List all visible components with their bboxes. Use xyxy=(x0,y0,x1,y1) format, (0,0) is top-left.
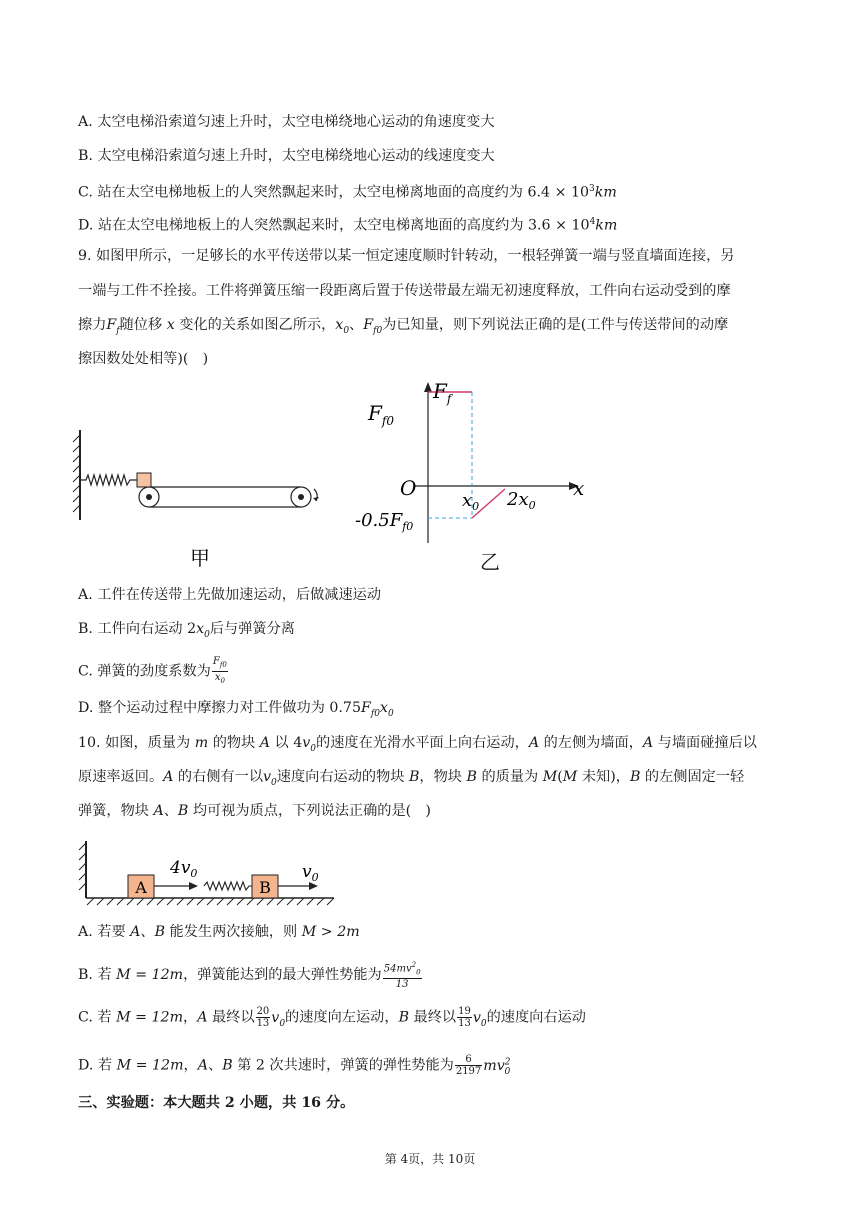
svg-text:B: B xyxy=(259,878,271,897)
q10-stem-line3: 弹簧，物块 A、B 均可视为质点，下列说法正确的是( ) xyxy=(78,803,431,819)
q8-option-d: D. 站在太空电梯地板上的人突然飘起来时，太空电梯离地面的高度约为 $3.6 \times 10^4km$ xyxy=(78,217,618,234)
page-footer: 第 4页，共 10页 xyxy=(384,1152,476,1166)
q10-option-d: D. 若 M = 12m，A、B 第 2 次共速时，弹簧的弹性势能为 $\frac{6}{2197}$ $mv^2_0$ xyxy=(78,1054,511,1078)
svg-text:2x0: $2x_0$ xyxy=(507,489,536,512)
section-3-heading: 三、实验题：本大题共 2 小题，共 16 分。 xyxy=(78,1095,355,1111)
q9-option-a: A. 工件在传送带上先做加速运动，后做减速运动 xyxy=(78,587,382,603)
fig-yi-label: 乙 xyxy=(480,550,500,574)
svg-text:v0: $v_0$ xyxy=(302,862,319,884)
figure-yi-graph xyxy=(355,378,595,573)
spring-q10 xyxy=(204,882,252,890)
q10-option-c: C. 若 M = 12m，A 最终以 $\frac{20}{13}$ $v_0$的速度向左运动，B 最终以 $\frac{19}{13}$ $v_0$的速度向右运动 xyxy=(78,1006,586,1029)
q9-option-c: C. 弹簧的劲度系数为 $\frac{F_{f0}}{x_0}$ xyxy=(78,656,227,685)
x-axis-label: x xyxy=(573,476,585,500)
figure-q10 xyxy=(74,833,344,911)
q9-option-b: B. 工件向右运动 $2x_0$后与弹簧分离 xyxy=(78,621,295,640)
q10-stem-line2: 原速率返回。A 的右侧有一以$v_0$速度向右运动的物块 B，物块 B 的质量为 M(M 未知)，B 的左侧固定一轻 xyxy=(78,769,745,788)
svg-text:4v0: $4v_0$ xyxy=(170,858,198,880)
q9-stem-line1: 9. 如图甲所示，一足够长的水平传送带以某一恒定速度顺时针转动，一根轻弹簧一端与竖直墙面连接，另 xyxy=(78,248,735,264)
origin-label: O xyxy=(400,476,417,500)
q10-option-b: B. 若 M = 12m，弹簧能达到的最大弹性势能为 $\frac{54mv^2_0}{13}$ xyxy=(78,961,421,991)
svg-text:x0: $x_0$ xyxy=(462,490,480,513)
q10-stem-line1: 10. 如图，质量为 m 的物块 A 以 $4v_0$的速度在光滑水平面上向右运动，A 的左侧为墙面，A 与墙面碰撞后以 xyxy=(78,735,757,754)
fig-jia-label: 甲 xyxy=(190,546,210,570)
q9-option-d: D. 整个运动过程中摩擦力对工件做功为 $0.75F_{f0}x_0$ xyxy=(78,700,394,719)
figure-jia xyxy=(70,425,340,575)
q8-option-a: A. 太空电梯沿索道匀速上升时，太空电梯绕地心运动的角速度变大 xyxy=(78,114,495,130)
q8-option-c: C. 站在太空电梯地板上的人突然飘起来时，太空电梯离地面的高度约为 $6.4 \times 10^3km$ xyxy=(78,184,617,201)
svg-text:Ff0: $F_{f0}$ xyxy=(368,401,394,428)
spring xyxy=(80,475,137,485)
q10-option-a: A. 若要 A、B 能发生两次接触，则 M > 2m xyxy=(78,924,360,940)
workpiece xyxy=(137,473,151,487)
q9-stem-line3: 擦力$F_f$随位移 x 变化的关系如图乙所示，$x_0$、$F_{f0}$为已知量，则下列说法正确的是(工件与传送带间的动摩 xyxy=(78,317,729,336)
q9-stem-line4: 擦因数处处相等)( ) xyxy=(78,351,209,367)
q9-stem-line2: 一端与工件不拴接。工件将弹簧压缩一段距离后置于传送带最左端无初速度释放，工件向右运动受到的摩 xyxy=(78,283,731,299)
q8-option-b: B. 太空电梯沿索道匀速上升时，太空电梯绕地心运动的线速度变大 xyxy=(78,148,495,164)
svg-text:A: A xyxy=(135,878,147,897)
svg-text:Ff: $F_f$ xyxy=(433,379,452,406)
svg-text:-0.5Ff0: $-0.5F_{f0}$ xyxy=(355,510,414,533)
